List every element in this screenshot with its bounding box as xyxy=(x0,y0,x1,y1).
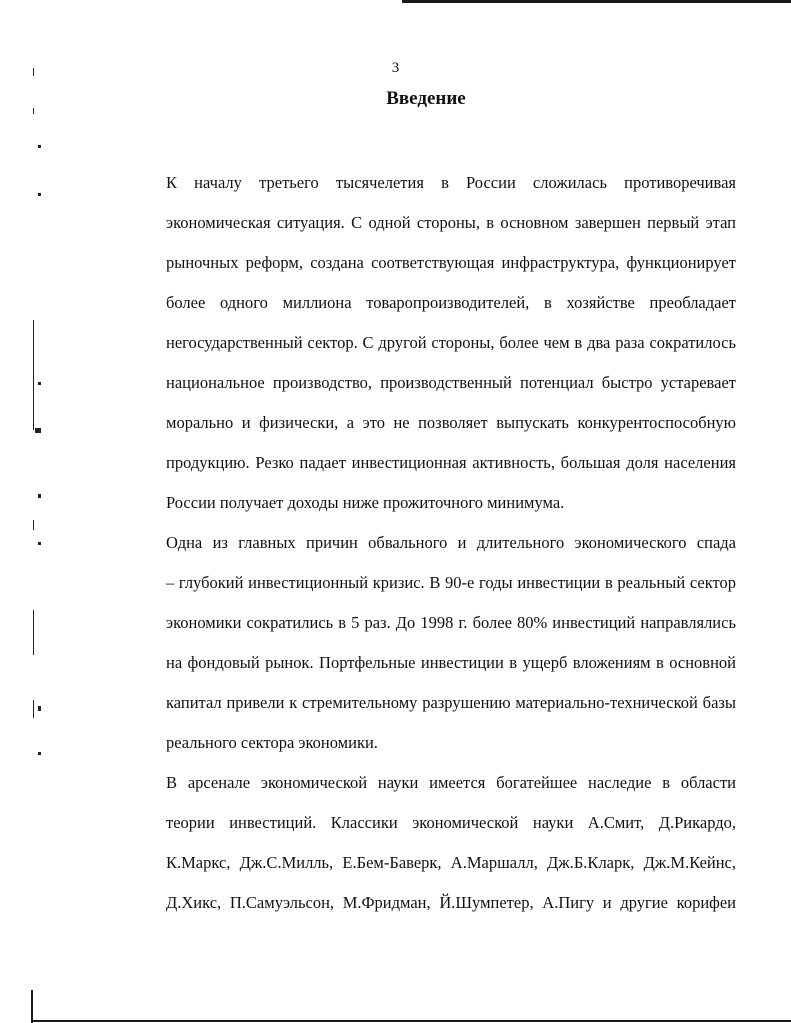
page-title: Введение xyxy=(386,88,466,109)
scan-mark xyxy=(38,382,41,385)
scan-mark xyxy=(38,542,41,545)
paragraph-3 xyxy=(118,763,736,923)
text-line: теории инвестиций. Классики экономической науки А.Смит, Д.Рикардо, xyxy=(166,813,736,832)
text-line: – глубокий инвестиционный кризис. В 90-е годы инвестиции в реальный сектор xyxy=(166,573,736,592)
paragraph-2 xyxy=(118,523,736,763)
scan-left-rule xyxy=(31,990,33,1023)
text-line: реального сектора экономики. xyxy=(166,733,378,752)
text-line: России получает доходы ниже прожиточного минимума. xyxy=(166,493,565,512)
text-line: К началу третьего тысячелетия в России сложилась противоречивая xyxy=(166,173,736,192)
text-line: капитал привели к стремительному разрушению материально-технической базы xyxy=(166,693,736,712)
scan-mark xyxy=(33,610,34,655)
scan-mark xyxy=(38,752,41,755)
text-line: экономики сократились в 5 раз. До 1998 г. более 80% инвестиций направлялись xyxy=(166,613,736,632)
scan-mark xyxy=(38,145,41,148)
text-line: продукцию. Резко падает инвестиционная активность, большая доля населения xyxy=(166,453,736,472)
paragraph-1 xyxy=(118,163,736,523)
scan-bottom-rule xyxy=(31,1020,791,1022)
scan-mark xyxy=(33,700,34,718)
scan-mark xyxy=(38,494,41,498)
text-line: на фондовый рынок. Портфельные инвестиции в ущерб вложениям в основной xyxy=(166,653,736,672)
scan-top-rule xyxy=(402,0,791,3)
scan-mark xyxy=(33,320,34,430)
scan-mark xyxy=(38,193,41,196)
text-line: Одна из главных причин обвального и длительного экономического спада xyxy=(166,533,736,552)
text-line: морально и физически, а это не позволяет выпускать конкурентоспособную xyxy=(166,413,736,432)
scan-mark xyxy=(38,706,41,711)
text-line: рыночных реформ, создана соответствующая инфраструктура, функционирует xyxy=(166,253,736,272)
text-line: Д.Хикс, П.Самуэльсон, М.Фридман, Й.Шумпетер, А.Пигу и другие корифеи xyxy=(166,893,736,912)
text-line: В арсенале экономической науки имеется богатейшее наследие в области xyxy=(166,773,736,792)
body-text xyxy=(118,163,736,923)
scan-mark xyxy=(33,520,34,530)
text-line: экономическая ситуация. С одной стороны, в основном завершен первый этап xyxy=(166,213,736,232)
text-line: национальное производство, производственный потенциал быстро устаревает xyxy=(166,373,736,392)
page-number: 3 xyxy=(391,60,400,76)
scan-mark xyxy=(35,428,41,433)
text-line: К.Маркс, Дж.С.Милль, Е.Бем-Баверк, А.Маршалл, Дж.Б.Кларк, Дж.М.Кейнс, xyxy=(166,853,736,872)
text-line: негосударственный сектор. С другой стороны, более чем в два раза сократилось xyxy=(166,333,736,352)
text-line: более одного миллиона товаропроизводителей, в хозяйстве преобладает xyxy=(166,293,736,312)
